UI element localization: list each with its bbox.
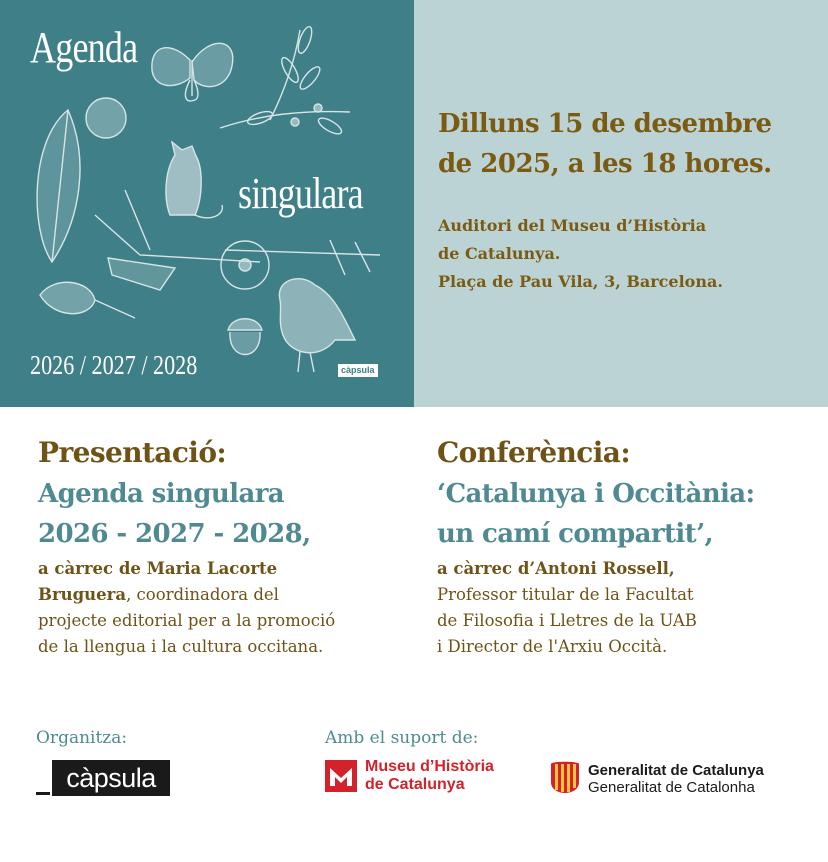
cover-title-line2: singulara <box>238 169 363 218</box>
conference-desc-line3: i Director de l'Arxiu Occità. <box>437 637 668 656</box>
venue-line1: Auditori del Museu d’Història <box>438 216 707 235</box>
presentation-speaker-cont: Bruguera <box>38 585 127 604</box>
event-date <box>438 104 818 184</box>
conference-heading: Conferència: <box>437 436 631 469</box>
chestnut-icon <box>86 98 126 138</box>
bellows-icon <box>40 282 135 318</box>
presentation-subtitle <box>38 474 418 554</box>
museum-logo-line2: de Catalunya <box>365 776 465 793</box>
butterfly-icon <box>152 43 233 101</box>
presentation-desc-line1: , coordinadora del <box>126 585 279 604</box>
presentation-heading: Presentació: <box>38 436 227 469</box>
leaf-icon <box>37 110 80 262</box>
presentation-subtitle-line2: 2026 - 2027 - 2028, <box>38 519 311 549</box>
conference-desc-line1: Professor titular de la Facultat <box>437 585 694 604</box>
event-date-line1: Dilluns 15 de desembre <box>438 109 772 139</box>
conference-speaker: a càrrec d’Antoni Rossell, <box>437 559 675 578</box>
museum-logo-text <box>365 758 494 794</box>
capsula-logo-underscore <box>36 792 50 795</box>
presentation-desc-line3: de la llengua i la cultura occitana. <box>38 637 324 656</box>
conference-description <box>437 556 817 660</box>
conference-section <box>437 432 817 660</box>
museum-logo-line1: Museu d’Història <box>365 758 494 775</box>
support-label: Amb el suport de: <box>325 728 479 748</box>
presentation-desc-line2: projecte editorial per a la promoció <box>38 611 336 630</box>
generalitat-line1: Generalitat de Catalunya <box>588 762 764 779</box>
presentation-subtitle-line1: Agenda singulara <box>38 479 285 509</box>
conference-subtitle-line2: un camí compartit’, <box>437 519 713 549</box>
generalitat-logo <box>549 760 819 796</box>
capsula-logo-text: càpsula <box>52 760 170 796</box>
presentation-speaker: a càrrec de Maria Lacorte <box>38 559 278 578</box>
cover-brand-logo: càpsula <box>338 364 378 377</box>
organizer-label: Organitza: <box>36 728 128 748</box>
generalitat-logo-text <box>588 762 764 796</box>
event-venue <box>438 212 818 296</box>
conference-subtitle <box>437 474 817 554</box>
olive-branch-icon <box>220 25 350 137</box>
cover-title-line1: Agenda <box>30 23 138 72</box>
museum-logo <box>325 758 515 794</box>
conference-subtitle-line1: ‘Catalunya i Occitània: <box>437 479 755 509</box>
presentation-description <box>38 556 418 660</box>
acorn-icon <box>228 319 262 355</box>
robin-bird-icon <box>279 279 355 372</box>
capsula-logo <box>36 760 170 796</box>
event-info-panel <box>414 0 828 407</box>
presentation-section <box>38 432 418 660</box>
event-date-line2: de 2025, a les 18 hores. <box>438 149 772 179</box>
conference-desc-line2: de Filosofia i Lletres de la UAB <box>437 611 697 630</box>
generalitat-shield-icon <box>549 760 581 794</box>
agenda-cover <box>0 0 414 407</box>
generalitat-line2: Generalitat de Catalonha <box>588 779 755 796</box>
cat-icon <box>166 142 222 218</box>
cover-years: 2026 / 2027 / 2028 <box>30 350 198 380</box>
venue-line2: de Catalunya. <box>438 244 561 263</box>
museum-mark-icon <box>325 760 357 792</box>
venue-line3: Plaça de Pau Vila, 3, Barcelona. <box>438 272 723 291</box>
